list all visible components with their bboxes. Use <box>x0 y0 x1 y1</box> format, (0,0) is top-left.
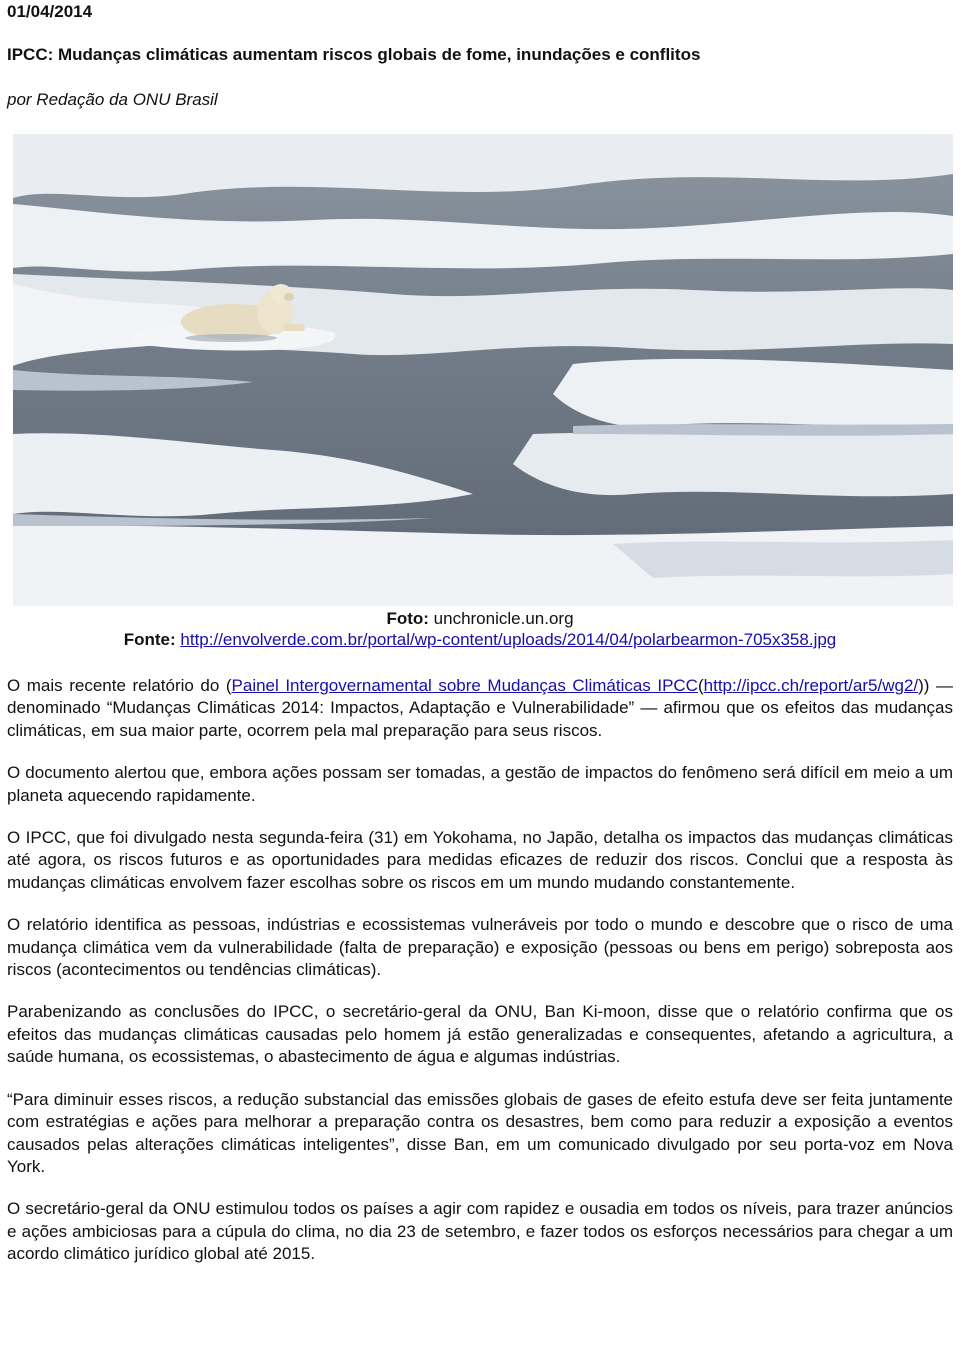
ice-floe <box>553 359 953 427</box>
foto-source: unchronicle.un.org <box>428 609 574 628</box>
paragraph-4: O relatório identifica as pessoas, indústrias e ecossistemas vulneráveis por todo o mundo e descobre que o risco de uma mudança climática vem da vulnerabilidade (falta de preparação) e exposição (pessoas ou bens em perigo) sobreposta aos riscos (acontecimentos ou tendências climáticas). <box>7 915 953 980</box>
ice-floe <box>613 540 953 578</box>
photo-caption <box>7 608 953 650</box>
article-body <box>7 675 953 1286</box>
fonte-link[interactable]: http://envolverde.com.br/portal/wp-content/uploads/2014/04/polarbearmon-705x358.jpg <box>180 630 837 649</box>
paragraph-6: “Para diminuir esses riscos, a redução substancial das emissões globais de gases de efeito estufa deve ser feita juntamente com estratégias e ações para melhorar a preparação contra os desastres, bem como para reduzir a exposição a eventos causados pelas alterações climáticas inteligentes”, disse Ban, em um comunicado divulgado por seu porta-voz em Nova York. <box>7 1089 953 1176</box>
paragraph-1: O mais recente relatório do (Painel Intergovernamental sobre Mudanças Climáticas IPCC(http://ipcc.ch/report/ar5/wg2/)) — denominado “Mudanças Climáticas 2014: Impactos, Adaptação e Vulnerabilidade” — afirmou que os efeitos das mudanças climáticas, em sua maior parte, ocorrem pela mal preparação para seus riscos. <box>7 676 954 740</box>
paragraph-3: O IPCC, que foi divulgado nesta segunda-feira (31) em Yokohama, no Japão, detalha os impactos das mudanças climáticas até agora, os riscos futuros e as oportunidades para medidas eficazes de reduzir dos riscos. Conclui que a resposta às mudanças climáticas envolvem fazer escolhas sobre os riscos em um mundo mudando constantemente. <box>7 828 953 892</box>
photo-credit <box>7 608 953 629</box>
ipcc-panel-link[interactable]: Painel Intergovernamental sobre Mudanças Climáticas IPCC <box>231 676 698 695</box>
ipcc-report-link[interactable]: http://ipcc.ch/report/ar5/wg2/ <box>703 676 919 695</box>
photo-source <box>7 629 953 650</box>
fonte-label: Fonte: <box>123 630 176 649</box>
ice-shadow <box>573 424 953 436</box>
paragraph-5: Parabenizando as conclusões do IPCC, o secretário-geral da ONU, Ban Ki-moon, disse que o relatório confirma que os efeitos das mudanças climáticas causadas pelo homem já estão generalizadas e consequentes, afetando a agricultura, a saúde humana, os ecossistemas, o abastecimento de água e algumas indústrias. <box>7 1002 953 1067</box>
paragraph-7: O secretário-geral da ONU estimulou todos os países a agir com rapidez e ousadia em todos os níveis, para trazer anúncios e ações ambiciosas para a cúpula do clima, no dia 23 de setembro, e fazer todos os esforços necessários para chegar a um acordo climático jurídico global até 2015. <box>7 1199 953 1264</box>
polar-bear-photo <box>13 134 953 606</box>
article-date: 01/04/2014 <box>7 2 93 21</box>
article-byline: por Redação da ONU Brasil <box>7 90 218 109</box>
article-title: IPCC: Mudanças climáticas aumentam riscos globais de fome, inundações e conflitos <box>7 45 701 64</box>
paragraph-2: O documento alertou que, embora ações possam ser tomadas, a gestão de impactos do fenômeno será difícil em meio a um planeta aquecendo rapidamente. <box>7 763 953 805</box>
foto-label: Foto: <box>386 609 429 628</box>
article-photo <box>13 134 953 606</box>
ice-floe <box>513 433 953 496</box>
